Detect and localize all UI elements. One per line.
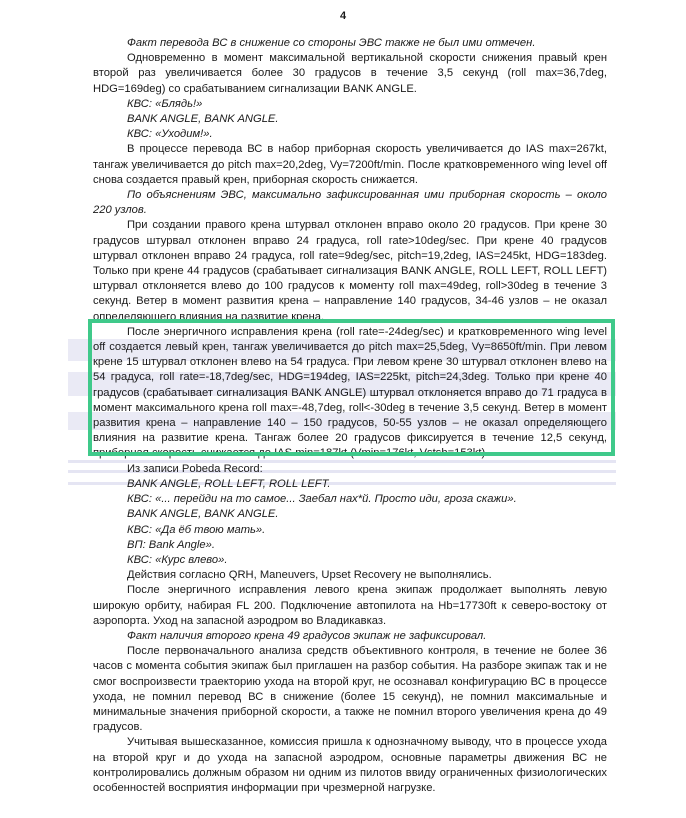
highlight-box [88,319,615,456]
paragraph: В процессе перевода ВС в набор приборная скорость увеличивается до IAS max=267kt, тангаж увеличивается до pitch max=20,2deg, Vy=7200ft/min. После кратковременного wing level off снова создается правый крен, приборная скорость снижается. [93,143,607,186]
paragraph: Учитывая вышесказанное, комиссия пришла к однозначному выводу, что в процессе ухода на второй круг и до ухода на запасной аэродром, основные параметры движения ВС не контролировались должным образом ни одним из пилотов ввиду ограниченных физиологических особенностей восприятия информации при чрезмерной нагрузке. [93,736,607,794]
paragraph: Действия согласно QRH, Maneuvers, Upset Recovery не выполнялись. [127,569,492,582]
highlighted-paragraph: После энергичного исправления крена (roll rate=-24deg/sec) и кратковременного wing level off создается левый крен, тангаж увеличивается до pitch max=25,5deg, Vy=8650ft/min. При левом крене 15 штурвал отклонен влево на 54 градуса. При левом крене 30 штурвал отклонен влево на 54 градуса, roll rate=-18,7deg/sec, HDG=194deg, IAS=225kt, pitch=24,3deg. Только при крене 40 градусов (срабатывает сигнализация BANK ANGLE) штурвал отклоняется вправо до 71 градуса в момент максимального крена roll max=-48,7deg, roll<-30deg в течение 3,5 секунд. Ветер в момент развития крена – направление 140 – 150 градусов, 50-55 узлов – не оказал определяющего влияния на развитие крена. Тангаж более 20 градусов фиксируется в течение 12,5 секунд, приборная скорость снижается до IAS min=187kt (Vmin=176kt, Vstsh=153kt). [93,325,607,460]
paragraph: КВС: «Блядь!» [127,97,203,110]
paragraph: BANK ANGLE, BANK ANGLE. [127,508,279,521]
paragraph: По объяснениям ЭВС, максимально зафиксированная ими приборная скорость – около 220 узлов. [93,189,607,217]
paragraph: Факт наличия второго крена 49 градусов экипаж не зафиксировал. [127,629,487,642]
paragraph: BANK ANGLE, BANK ANGLE. [127,113,279,126]
paragraph: Одновременно в момент максимальной вертикальной скорости снижения правый крен второй раз увеличивается более 30 градусов в течение 3,5 секунд (roll max=36,7deg, HDG=169deg) со срабатыванием сигнализации BANK ANGLE. [93,52,607,95]
paragraph: КВС: «Курс влево». [127,553,228,566]
paragraph: Факт перевода ВС в снижение со стороны ЭВС также не был ими отмечен. [127,37,536,49]
paragraph: Из записи Pobeda Record: [127,462,263,475]
paragraph: ВП: Bank Angle». [127,538,215,551]
paragraph: BANK ANGLE, ROLL LEFT, ROLL LEFT. [127,477,331,490]
paragraph: После первоначального анализа средств объективного контроля, в течение не более 36 часов с момента события экипаж был приглашен на разбор события. На разборе экипаж так и не смог воспроизвести траекторию ухода на второй круг, не осознавал конфигурацию ВС в процессе ухода, не помнил перевод ВС в снижение (более 15 секунд), не помнил максимальные и минимальные значения приборной скорости, а также не помнил второго увеличения крена до 49 градусов. [93,645,607,734]
paragraph: КВС: «Уходим!». [127,128,213,141]
page-number: 4 [339,10,347,22]
paragraph: КВС: «... перейди на то самое... Заебал нах*й. Просто иди, гроза скажи». [127,493,517,506]
paragraph: КВС: «Да ёб твою мать». [127,523,266,536]
paragraph: После энергичного исправления левого крена экипаж продолжает выполнять левую широкую орбиту, набирая FL 200. Подключение автопилота на Hb=17730ft к северо-востоку от аэропорта. Уход на запасной аэродром во Владикавказ. [93,584,607,627]
paragraph: При создании правого крена штурвал отклонен вправо около 20 градусов. При крене 30 градусов штурвал отклонен вправо 24 градуса, roll rate>10deg/sec. При крене 40 градусов штурвал отклонен вправо 24 градуса, roll rate=9deg/sec, pitch=19,2deg, IAS=245kt, HDG=183deg. Только при крене 44 градусов (срабатывает сигнализация BANK ANGLE, ROLL LEFT, ROLL LEFT) штурвал отклоняется влево до 100 градусов к моменту roll max=49deg, roll>30deg в течение 3 секунд. Ветер в момент развития крена – направление 140 градусов, 34-46 узлов – не оказал определяющего влияния на развитие крена. [93,219,607,323]
